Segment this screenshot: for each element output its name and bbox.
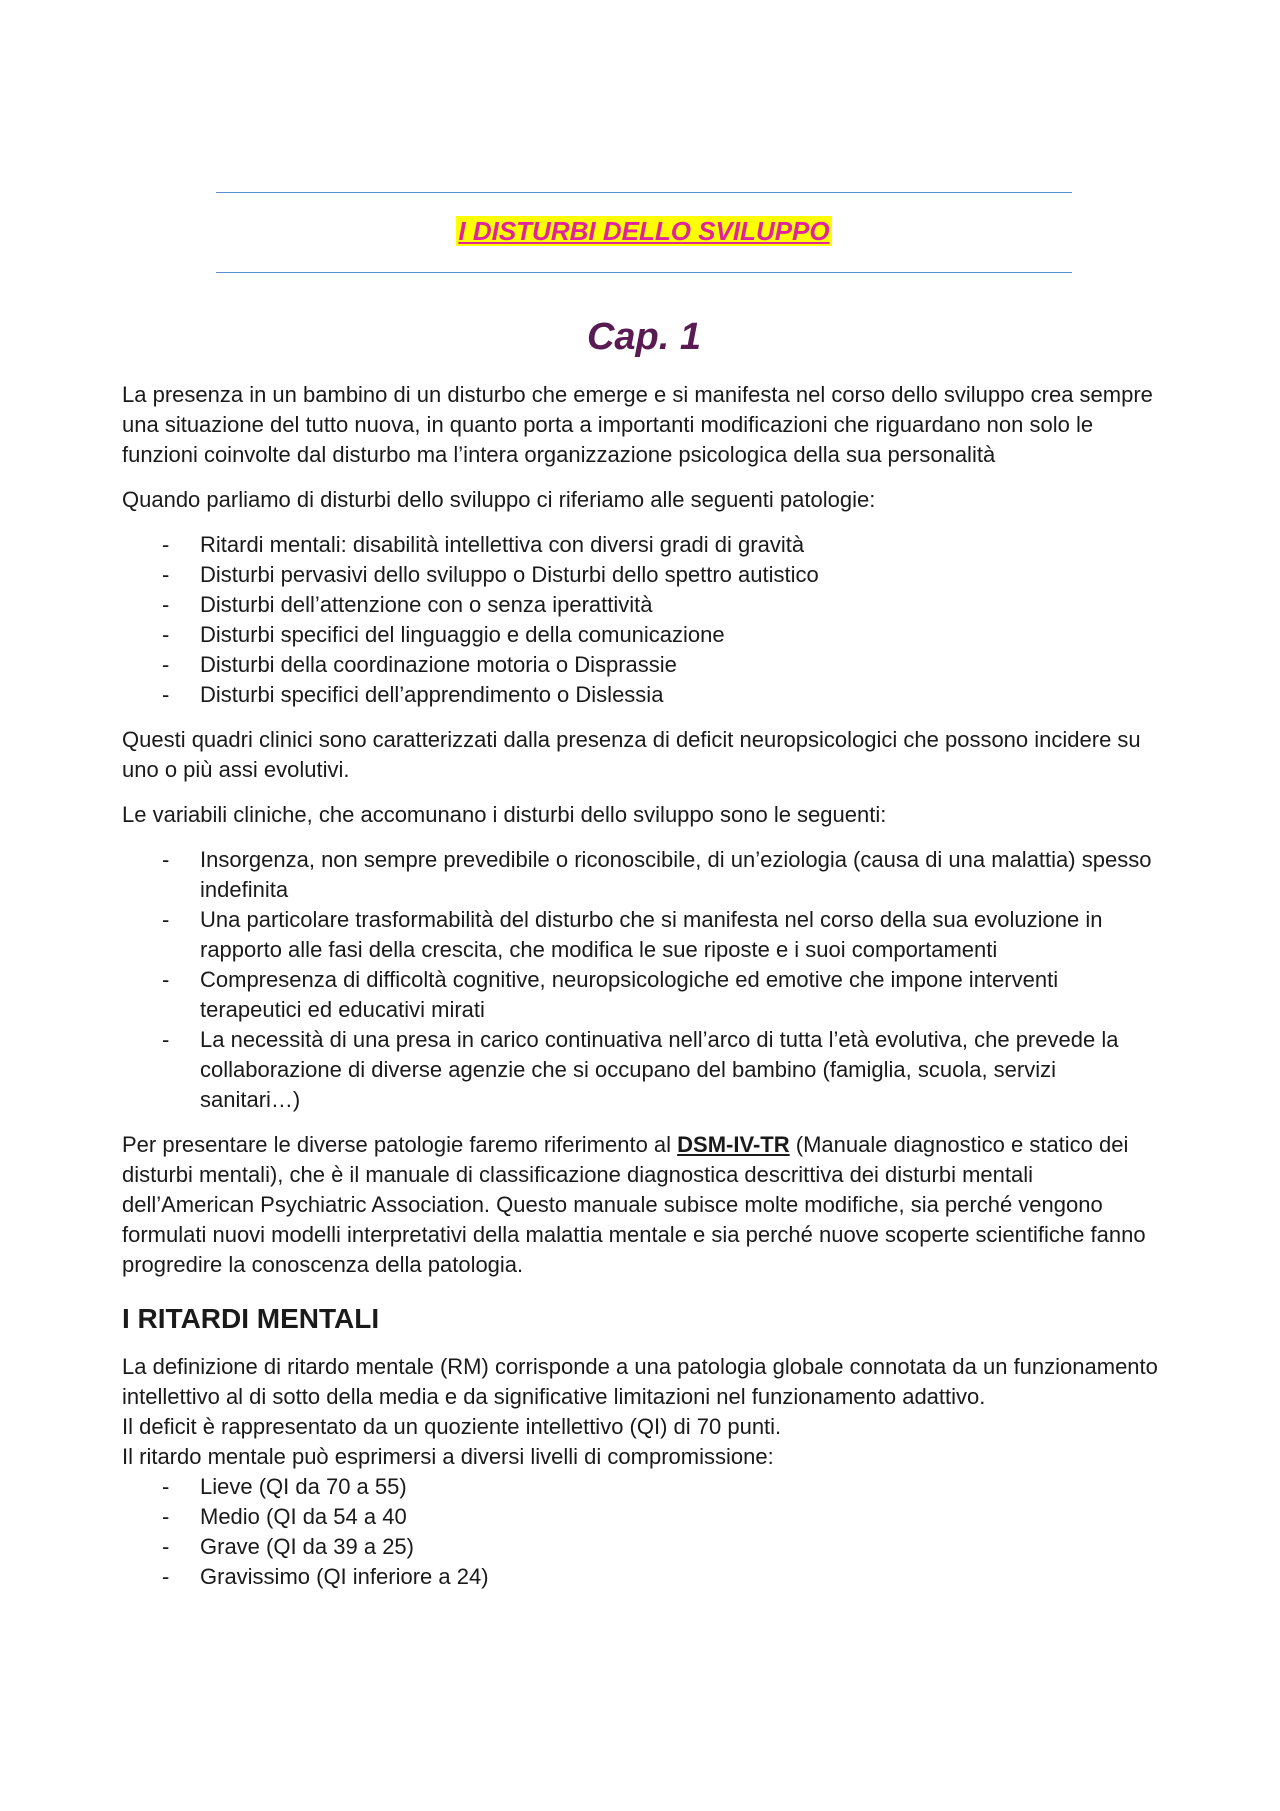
variables-lead: Le variabili cliniche, che accomunano i disturbi dello sviluppo sono le seguenti: — [122, 802, 887, 827]
pathologies-lead: Quando parliamo di disturbi dello sviluppo ci riferiamo alle seguenti patologie: — [122, 487, 876, 512]
list-item: - Disturbi specifici dell’apprendimento o Dislessia — [122, 680, 1162, 710]
list-item: - Disturbi dell’attenzione con o senza iperattività — [122, 590, 1162, 620]
definition-paragraph: La definizione di ritardo mentale (RM) corrisponde a una patologia globale connotata da un funzionamento intellettivo al di sotto della media e da significative limitazioni nel funzionamento adattivo. — [122, 1354, 1158, 1409]
list-item: - Insorgenza, non sempre prevedibile o riconoscibile, di un’eziologia (causa di una malattia) spesso indefinita — [122, 845, 1162, 905]
list-item: - Disturbi pervasivi dello sviluppo o Disturbi dello spettro autistico — [122, 560, 1162, 590]
document-body — [122, 380, 1162, 1607]
pathologies-list — [122, 530, 1162, 710]
dsm-reference: DSM-IV-TR — [677, 1132, 790, 1157]
list-item: - Ritardi mentali: disabilità intellettiva con diversi gradi di gravità — [122, 530, 1162, 560]
dsm-paragraph — [122, 1130, 1162, 1280]
clinical-pictures-paragraph: Questi quadri clinici sono caratterizzati dalla presenza di deficit neuropsicologici che possono incidere su uno o più assi evolutivi. — [122, 727, 1141, 782]
title-bottom-rule — [216, 272, 1072, 273]
chapter-heading: Cap. 1 — [586, 316, 702, 358]
deficit-paragraph: Il deficit è rappresentato da un quoziente intellettivo (QI) di 70 punti. — [122, 1414, 782, 1439]
list-item: - La necessità di una presa in carico continuativa nell’arco di tutta l’età evolutiva, che prevede la collaborazione di diverse agenzie che si occupano del bambino (famiglia, scuola, servizi sanitari…) — [122, 1025, 1162, 1115]
list-item: - Lieve (QI da 70 a 55) — [122, 1472, 1162, 1502]
intro-paragraph: La presenza in un bambino di un disturbo che emerge e si manifesta nel corso dello sviluppo crea sempre una situazione del tutto nuova, in quanto porta a importanti modificazioni che riguardano non solo le funzioni coinvolte dal disturbo ma l’intera organizzazione psicologica della sua personalità — [122, 382, 1153, 467]
document-title — [216, 216, 1072, 247]
levels-list — [122, 1472, 1162, 1592]
list-item: - Gravissimo (QI inferiore a 24) — [122, 1562, 1162, 1592]
list-item: - Grave (QI da 39 a 25) — [122, 1532, 1162, 1562]
dsm-text-after: (Manuale diagnostico e statico dei disturbi mentali), che è il manuale di classificazione diagnostica descrittiva dei disturbi mentali dell’American Psychiatric Association. Questo manuale subisce molte modifiche, sia perché vengono formulati nuovi modelli interpretativi della malattia mentale e sia perché nuove scoperte scientifiche fanno progredire la conoscenza della patologia. — [122, 1132, 1146, 1277]
levels-lead: Il ritardo mentale può esprimersi a diversi livelli di compromissione: — [122, 1444, 774, 1469]
variables-list — [122, 845, 1162, 1115]
list-item: - Compresenza di difficoltà cognitive, neuropsicologiche ed emotive che impone interventi terapeutici ed educativi mirati — [122, 965, 1162, 1025]
list-item: - Disturbi specifici del linguaggio e della comunicazione — [122, 620, 1162, 650]
list-item: - Una particolare trasformabilità del disturbo che si manifesta nel corso della sua evoluzione in rapporto alle fasi della crescita, che modifica le sue riposte e i suoi comportamenti — [122, 905, 1162, 965]
list-item: - Medio (QI da 54 a 40 — [122, 1502, 1162, 1532]
list-item: - Disturbi della coordinazione motoria o Disprassie — [122, 650, 1162, 680]
title-top-rule — [216, 192, 1072, 193]
document-title-text: I DISTURBI DELLO SVILUPPO — [458, 216, 830, 246]
dsm-text-before: Per presentare le diverse patologie faremo riferimento al — [122, 1132, 678, 1157]
section-heading: I RITARDI MENTALI — [122, 1303, 380, 1334]
